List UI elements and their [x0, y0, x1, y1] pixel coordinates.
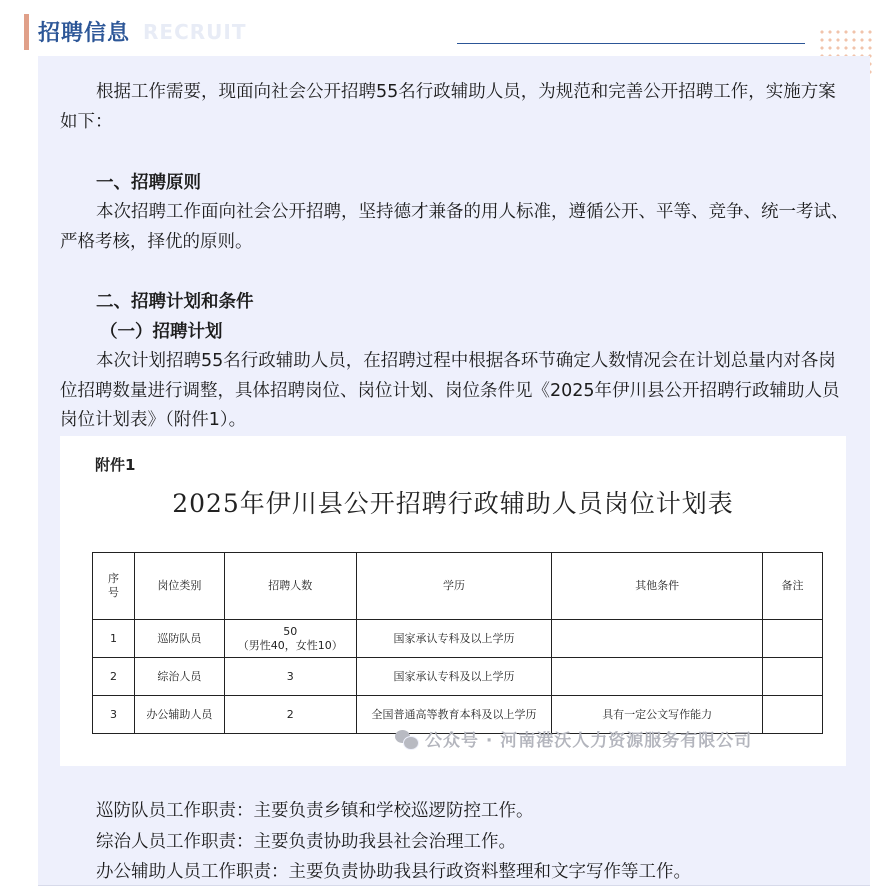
- cell-other: [552, 620, 763, 658]
- article-body: [38, 56, 870, 886]
- cell-seq: 1: [93, 620, 135, 658]
- cell-category: 综治人员: [134, 658, 224, 696]
- cell-education: 全国普通高等教育本科及以上学历: [356, 696, 552, 734]
- cell-count: 3: [224, 658, 356, 696]
- watermark: [395, 726, 752, 751]
- section1-heading: 一、招聘原则: [96, 173, 201, 193]
- cell-category: 巡防队员: [134, 620, 224, 658]
- header-education: 学历: [356, 553, 552, 620]
- position-plan-table: [92, 552, 823, 734]
- header-count: 招聘人数: [224, 553, 356, 620]
- duty-office: 办公辅助人员工作职责：主要负责协助我县行政资料整理和文字写作等工作。: [96, 862, 691, 882]
- watermark-text: 公众号 · 河南港沃人力资源服务有限公司: [425, 731, 753, 751]
- header-accent-bar: [24, 14, 29, 50]
- cell-seq: 3: [93, 696, 135, 734]
- attachment-title: 2025年伊川县公开招聘行政辅助人员岗位计划表: [172, 489, 734, 518]
- header-subtitle: RECRUIT: [143, 20, 247, 44]
- intro-paragraph: 根据工作需要，现面向社会公开招聘55名行政辅助人员，为规范和完善公开招聘工作，实施方案如下：: [60, 82, 836, 132]
- section1-paragraph: 本次招聘工作面向社会公开招聘，坚持德才兼备的用人标准，遵循公开、平等、竞争、统一考试、严格考核，择优的原则。: [60, 202, 849, 252]
- table-row: [93, 658, 823, 696]
- header-divider: [457, 43, 805, 44]
- bottom-divider: [38, 885, 870, 886]
- header-title: 招聘信息: [38, 21, 131, 46]
- cell-category: 办公辅助人员: [134, 696, 224, 734]
- table-row: [93, 620, 823, 658]
- cell-education: 国家承认专科及以上学历: [356, 620, 552, 658]
- cell-remark: [763, 658, 823, 696]
- header-seq: 序号: [93, 553, 135, 620]
- wechat-icon: [395, 729, 419, 749]
- section2-paragraph: 本次计划招聘55名行政辅助人员，在招聘过程中根据各环节确定人数情况会在计划总量内对各岗位招聘数量进行调整，具体招聘岗位、岗位计划、岗位条件见《2025年伊川县公开招聘行政辅助人员岗位计划表》（附件1）。: [60, 351, 840, 430]
- section2-subheading: （一）招聘计划: [100, 322, 223, 342]
- cell-other: [552, 658, 763, 696]
- cell-remark: [763, 620, 823, 658]
- section2-heading: 二、招聘计划和条件: [96, 292, 254, 312]
- cell-remark: [763, 696, 823, 734]
- count-value: 50: [283, 624, 298, 638]
- count-note: （男性40，女性10）: [237, 638, 343, 652]
- attachment-label: 附件1: [95, 456, 136, 474]
- cell-seq: 2: [93, 658, 135, 696]
- cell-other: 具有一定公文写作能力: [552, 696, 763, 734]
- table-header-row: [93, 553, 823, 620]
- duty-patrol: 巡防队员工作职责：主要负责乡镇和学校巡逻防控工作。: [96, 801, 534, 821]
- header-other: 其他条件: [552, 553, 763, 620]
- duty-governance: 综治人员工作职责：主要负责协助我县社会治理工作。: [96, 832, 516, 852]
- cell-count: [224, 620, 356, 658]
- cell-education: 国家承认专科及以上学历: [356, 658, 552, 696]
- attachment-image: [60, 436, 846, 766]
- header-category: 岗位类别: [134, 553, 224, 620]
- section-header: [0, 0, 889, 60]
- header-remark: 备注: [763, 553, 823, 620]
- cell-count: 2: [224, 696, 356, 734]
